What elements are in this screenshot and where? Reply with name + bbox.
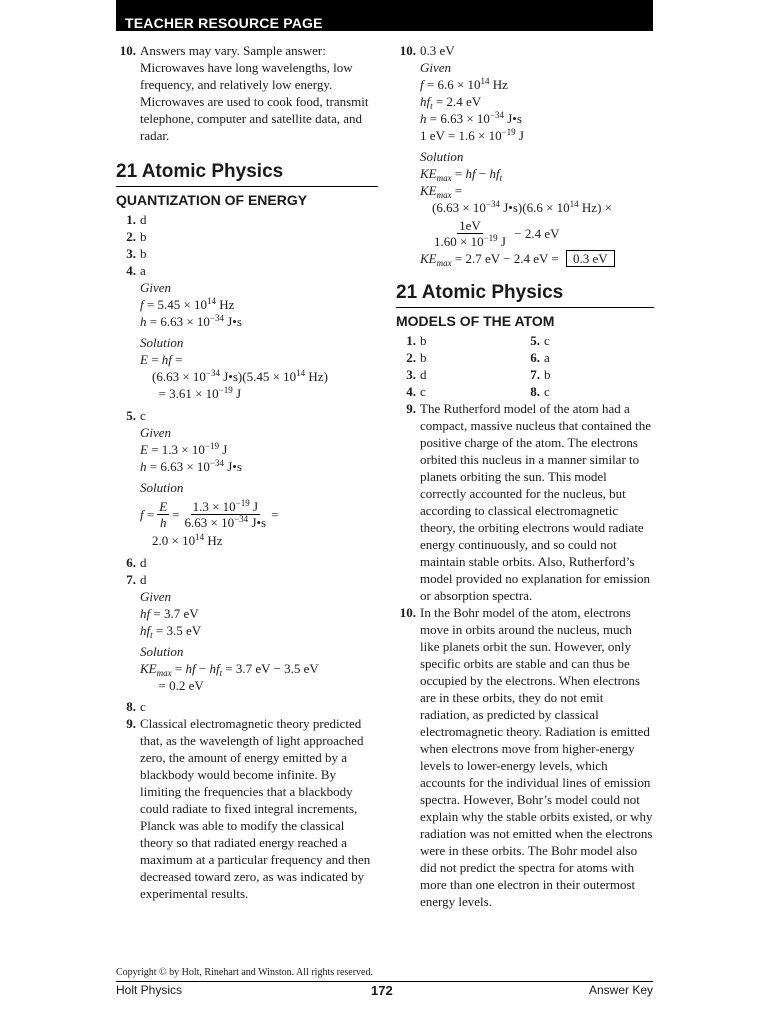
answer-text: d bbox=[420, 367, 427, 382]
answer-number: 2. bbox=[406, 350, 416, 365]
answer-text: c bbox=[140, 408, 146, 423]
answer-number: 10. bbox=[399, 43, 416, 58]
answer-text: c bbox=[544, 384, 550, 399]
solution-label: Solution bbox=[420, 149, 464, 164]
answer-item bbox=[396, 366, 520, 383]
answer-text: In the Bohr model of the atom, electrons move in orbits around the nucleus, much like planets orbit the sun. However, only specific orbits are stable and can thus be occupied by the electrons. When electrons are in these orbits, they do not emit radiation, as predicted by classical electromagnetic theory. Radiation is emitted when electrons move from higher-energy levels to lower-energy levels, which accounts for the individual lines of emission spectra. However, Bohr’s model could not explain why the stable orbits existed, or why radiation was not emitted when the electrons were in these orbits. The Bohr model also did not predict the spectra for atoms with more than one electron in their outermost energy levels. bbox=[420, 605, 653, 909]
answer-item bbox=[116, 228, 378, 245]
answer-number: 8. bbox=[530, 384, 540, 399]
footer-book-title: Holt Physics bbox=[116, 983, 183, 997]
equation: $E = 1.3 \times 10^{-19}$ J bbox=[140, 441, 228, 457]
page-footer bbox=[116, 983, 653, 999]
right-column bbox=[396, 42, 654, 910]
equation: ($6.63 \times 10^{-34}$ J•s)(6.6 × $10^{14}$ Hz) × bbox=[432, 199, 612, 215]
solution-label: Solution bbox=[140, 480, 184, 495]
answer-text: b bbox=[140, 246, 147, 261]
answer-item bbox=[396, 604, 654, 910]
footer-divider bbox=[116, 981, 653, 982]
answer-item bbox=[116, 211, 378, 228]
answer-number: 7. bbox=[126, 572, 136, 587]
answer-item bbox=[116, 245, 378, 262]
equation: $h = 6.63 \times 10^{-34}$ J•s bbox=[140, 458, 242, 474]
answer-number: 6. bbox=[126, 555, 136, 570]
answer-item bbox=[520, 349, 640, 366]
answer-text: Classical electromagnetic theory predicted that, as the wavelength of light approached zero, the amount of energy emitted by a blackbody would become infinite. By limiting the frequencies that a blackbody could radiate to fixed integral increments, Planck was able to modify the classical theory so that radiated energy reached a maximum at a particular frequency and then decreased toward zero, as was indicated by experimental results. bbox=[140, 716, 371, 901]
answer-grid bbox=[396, 332, 654, 400]
answer-item bbox=[520, 383, 640, 400]
page-header-bar bbox=[116, 0, 653, 31]
footer-section-name: Answer Key bbox=[588, 983, 653, 997]
solution-label: Solution bbox=[140, 335, 184, 350]
answer-number: 1. bbox=[406, 333, 416, 348]
left-column bbox=[116, 42, 378, 902]
answer-number: 5. bbox=[126, 408, 136, 423]
answer-text: d bbox=[140, 572, 147, 587]
answer-number: 9. bbox=[126, 716, 136, 731]
answer-text: a bbox=[544, 350, 550, 365]
answer-number: 10. bbox=[399, 605, 416, 620]
answer-number: 2. bbox=[126, 229, 136, 244]
answer-text: d bbox=[140, 555, 147, 570]
equation: $hf_t = 2.4$ eV bbox=[420, 94, 482, 111]
answer-text: a bbox=[140, 263, 146, 278]
answer-number: 3. bbox=[126, 246, 136, 261]
section-subtitle: QUANTIZATION OF ENERGY bbox=[116, 192, 308, 208]
given-label: Given bbox=[420, 60, 452, 75]
answer-number: 3. bbox=[406, 367, 416, 382]
equation: = $3.61 \times 10^{-19}$ J bbox=[152, 385, 242, 401]
answer-item bbox=[116, 407, 378, 424]
page-number: 172 bbox=[371, 983, 393, 998]
answer-number: 8. bbox=[126, 699, 136, 714]
answer-number: 7. bbox=[530, 367, 540, 382]
answer-text: b bbox=[420, 350, 427, 365]
answer-item bbox=[116, 715, 378, 902]
answer-number: 4. bbox=[126, 263, 136, 278]
answer-text: c bbox=[140, 699, 146, 714]
answer-item bbox=[396, 349, 520, 366]
answer-text: c bbox=[544, 333, 550, 348]
equation: $2.0 \times 10^{14}$ Hz bbox=[152, 532, 223, 548]
answer-text: b bbox=[420, 333, 427, 348]
answer-number: 4. bbox=[406, 384, 416, 399]
answer-text: The Rutherford model of the atom had a compact, massive nucleus that contained the positive charge of the atom. The electrons orbited this nucleus in a manner similar to planets orbiting the sun. This model correctly accounted for the nucleus, but according to classical electromagnetic theory, the orbiting electrons would radiate energy continuously, and so could not maintain stable orbits. Also, Rutherford’s model provided no explanation for emission or absorption spectra. bbox=[420, 401, 652, 603]
answer-number: 5. bbox=[530, 333, 540, 348]
answer-item bbox=[116, 262, 378, 279]
answer-item bbox=[396, 383, 520, 400]
answer-number: 1. bbox=[126, 212, 136, 227]
equation: = 0.2 eV bbox=[152, 678, 204, 693]
answer-item bbox=[520, 332, 640, 349]
equation: $KE_{max}$ = bbox=[420, 183, 463, 200]
answer-text: b bbox=[140, 229, 147, 244]
section-subtitle: MODELS OF THE ATOM bbox=[396, 313, 555, 329]
copyright-notice: Copyright © by Holt, Rinehart and Winston. All rights reserved. bbox=[116, 967, 373, 978]
answer-text: c bbox=[420, 384, 426, 399]
answer-number: 10. bbox=[119, 43, 136, 58]
answer-item bbox=[116, 554, 378, 571]
equation: $KE_{max} = 2.7$ eV − 2.4 eV = 0.3 eV bbox=[396, 250, 654, 267]
equation: $f = 5.45 \times 10^{14}$ Hz bbox=[140, 296, 235, 312]
answer-text: d bbox=[140, 212, 147, 227]
solution-label: Solution bbox=[140, 644, 184, 659]
equation: $h = 6.63 \times 10^{-34}$ J•s bbox=[140, 313, 242, 329]
equation: E = hf = bbox=[140, 352, 183, 367]
equation: ($6.63 \times 10^{-34}$ J•s)(5.45 × $10^{14}$ Hz) bbox=[152, 368, 328, 384]
answer-text: Answers may vary. Sample answer: Microwaves have long wavelengths, low frequency, and relatively low energy. Microwaves are used to cook food, transmit telephone, computer and satellite data, and radar. bbox=[140, 43, 369, 143]
given-label: Given bbox=[140, 589, 172, 604]
answer-number: 9. bbox=[406, 401, 416, 416]
given-label: Given bbox=[140, 280, 172, 295]
equation: 1 eV = $1.6 \times 10^{-19}$ J bbox=[420, 127, 524, 143]
equation: hf = 3.7 eV bbox=[140, 606, 199, 621]
answer-item bbox=[520, 366, 640, 383]
answer-item bbox=[116, 571, 378, 588]
page-header-title: TEACHER RESOURCE PAGE bbox=[125, 15, 323, 31]
equation: $h = 6.63 \times 10^{-34}$ J•s bbox=[420, 110, 522, 126]
answer-item bbox=[396, 332, 520, 349]
equation: $KE_{max}$ = hf − $hf_t = 3.7$ eV − 3.5 eV bbox=[140, 661, 319, 678]
equation: $hf_t = 3.5$ eV bbox=[140, 623, 202, 640]
answer-number: 6. bbox=[530, 350, 540, 365]
answer-text: b bbox=[544, 367, 551, 382]
section-title: 21 Atomic Physics bbox=[116, 160, 378, 187]
equation: $KE_{max}$ = hf − $hf_t$ bbox=[420, 166, 503, 183]
equation: $\frac{1eV}{1.60 \times 10^{-19} J}$ − 2.4 eV bbox=[434, 217, 560, 249]
equation: $f = 6.6 \times 10^{14}$ Hz bbox=[420, 76, 508, 92]
answer-text: 0.3 eV bbox=[420, 43, 455, 58]
given-label: Given bbox=[140, 425, 172, 440]
section-title: 21 Atomic Physics bbox=[396, 281, 654, 308]
equation: f = $\frac{E}{h}$ = $\frac{1.3 \times 10^{-19} J}{6.63 \times 10^{-34} J•s}$ = bbox=[140, 497, 279, 530]
answer-item bbox=[396, 400, 654, 604]
answer-item bbox=[116, 42, 378, 144]
answer-item bbox=[116, 698, 378, 715]
answer-item bbox=[396, 42, 654, 59]
